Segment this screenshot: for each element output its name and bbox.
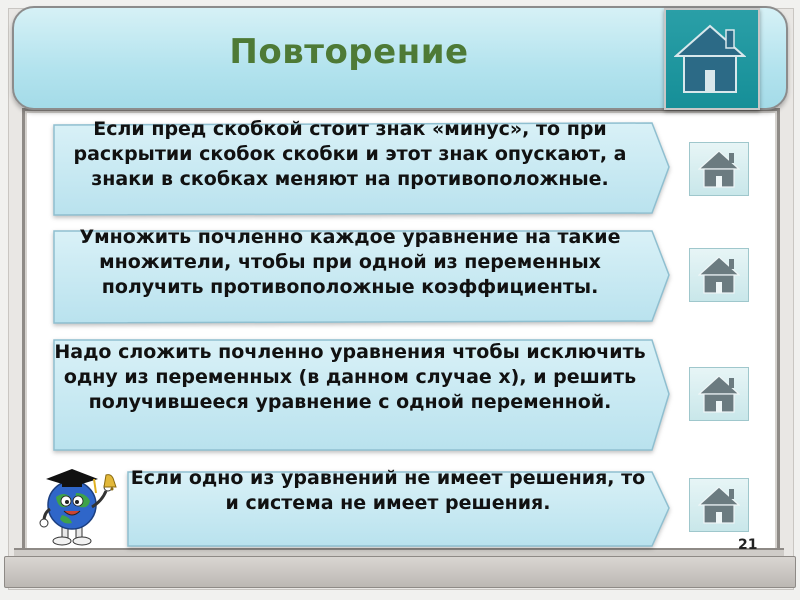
page-title: Повторение: [229, 32, 469, 72]
rule-text-3: Надо сложить почленно уравнения чтобы исключить одну из переменных (в данном случае x), и решить получившееся уравнение с одной переменной.: [54, 341, 646, 413]
graduate-globe-mascot-icon: [32, 455, 124, 547]
rule-box-4: [126, 466, 672, 550]
home-button-2[interactable]: [689, 248, 749, 302]
rule-box-3: [52, 336, 672, 451]
rule-text-2: Умножить почленно каждое уравнение на такие множители, чтобы при одной из переменных получить противоположные коэффициенты.: [79, 226, 621, 298]
rule-box-1: [52, 117, 672, 209]
bottom-shelf: [4, 556, 796, 588]
home-button-3[interactable]: [689, 367, 749, 421]
home-icon: [698, 485, 740, 525]
home-icon: [698, 255, 740, 295]
slide-number: 21: [738, 537, 758, 553]
rule-box-2: [52, 225, 672, 317]
rule-text-4: Если одно из уравнений не имеет решения, то и система не имеет решения.: [130, 467, 646, 514]
home-button-1[interactable]: [689, 142, 749, 196]
home-button-main[interactable]: [664, 8, 760, 110]
rule-text-1: Если пред скобкой стоит знак «минус», то при раскрытии скобок скобки и этот знак опускают, а знаки в скобках меняют на противоположные.: [73, 118, 627, 190]
home-icon: [698, 374, 740, 414]
home-button-4[interactable]: [689, 478, 749, 532]
home-icon: [698, 149, 740, 189]
home-icon: [674, 22, 746, 98]
